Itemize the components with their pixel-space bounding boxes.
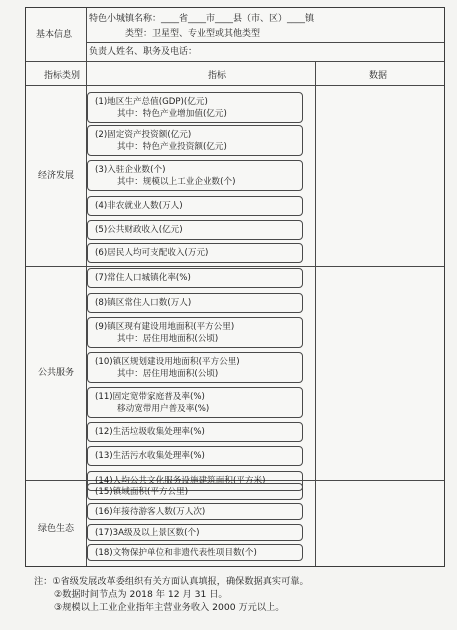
indicator-main: (15)镇域面积(平方公里) xyxy=(95,486,189,497)
category-green: 绿色生态 xyxy=(38,524,75,534)
category-rule-economy-public xyxy=(26,266,444,267)
column-header-indicator: 指标 xyxy=(208,71,227,81)
indicator-row-6 xyxy=(87,243,303,263)
column-header-rule xyxy=(26,85,444,86)
indicator-main: (5)公共财政收入(亿元) xyxy=(95,225,183,235)
indicator-row-2 xyxy=(87,125,303,156)
note-3: ③规模以上工业企业指年主营业务收入 2000 万元以上。 xyxy=(54,602,285,613)
indicator-row-15 xyxy=(87,483,303,500)
indicator-main: (11)固定宽带家庭普及率(%) xyxy=(95,392,205,402)
indicator-row-8 xyxy=(87,293,303,313)
value-column-divider xyxy=(315,61,316,566)
indicator-main: (16)年接待游客人数(万人次) xyxy=(95,507,206,518)
header-bottom-rule xyxy=(26,61,444,62)
indicator-sub: 其中：居住用地面积(公顷) xyxy=(117,369,219,379)
indicator-main: (9)镇区现有建设用地面积(平方公里) xyxy=(95,322,235,332)
indicator-row-11 xyxy=(87,387,303,418)
indicator-sub: 其中：居住用地面积(公顷) xyxy=(117,334,219,344)
indicator-main: (14)人均公共文化服务设施建筑面积(平方米) xyxy=(95,476,266,486)
town-name-line: 特色小城镇名称：____省____市____县（市、区）____镇 xyxy=(89,14,315,24)
column-header-value: 数据 xyxy=(369,71,388,81)
indicator-row-16 xyxy=(87,503,303,520)
indicator-row-1 xyxy=(87,92,303,123)
indicator-main: (1)地区生产总值(GDP)(亿元) xyxy=(95,97,208,107)
note-1: ①省级发展改革委组织有关方面认真填报，确保数据真实可靠。 xyxy=(52,576,309,587)
indicator-sub: 其中：规模以上工业企业数(个) xyxy=(117,177,236,187)
indicator-sub: 其中：特色产业增加值(亿元) xyxy=(117,109,227,119)
indicator-row-12 xyxy=(87,422,303,442)
indicator-main: (4)非农就业人数(万人) xyxy=(95,201,183,211)
town-type-line: 类型：卫星型、专业型或其他类型 xyxy=(125,29,261,39)
indicator-row-13 xyxy=(87,446,303,466)
basic-info-label: 基本信息 xyxy=(36,30,73,40)
indicator-row-3 xyxy=(87,160,303,191)
indicator-sub: 其中：特色产业投资额(亿元) xyxy=(117,142,227,152)
indicator-row-9 xyxy=(87,317,303,348)
note-2: ②数据时间节点为 2018 年 12 月 31 日。 xyxy=(54,589,228,600)
indicator-main: (8)镇区常住人口数(万人) xyxy=(95,298,192,308)
notes-block xyxy=(34,575,309,614)
indicator-main: (17)3A级及以上景区数(个) xyxy=(95,527,200,538)
indicator-row-18 xyxy=(87,544,303,561)
header-divider xyxy=(86,8,87,61)
indicator-main: (2)固定资产投资额(亿元) xyxy=(95,130,192,140)
column-header-category: 指标类别 xyxy=(44,71,81,81)
indicator-row-7 xyxy=(87,268,303,288)
indicator-main: (7)常住人口城镇化率(%) xyxy=(95,273,191,283)
indicator-main: (18)文物保护单位和非遗代表性项目数(个) xyxy=(95,548,257,559)
indicator-row-17 xyxy=(87,524,303,541)
indicator-main: (12)生活垃圾收集处理率(%) xyxy=(95,427,205,437)
indicator-row-5 xyxy=(87,220,303,240)
indicator-row-10 xyxy=(87,352,303,383)
notes-prefix: 注： xyxy=(34,576,53,587)
category-public: 公共服务 xyxy=(38,368,75,378)
indicator-sub: 移动宽带用户普及率(%) xyxy=(117,404,210,414)
indicator-main: (6)居民人均可支配收入(万元) xyxy=(95,248,209,258)
indicator-main: (3)入驻企业数(个) xyxy=(95,165,166,175)
responsible-person-line: 负责人姓名、职务及电话： xyxy=(89,47,198,57)
category-economy: 经济发展 xyxy=(38,171,75,181)
indicator-main: (10)镇区规划建设用地面积(平方公里) xyxy=(95,357,240,367)
header-inner-rule xyxy=(86,42,444,43)
indicator-row-4 xyxy=(87,196,303,216)
indicator-main: (13)生活污水收集处理率(%) xyxy=(95,451,205,461)
